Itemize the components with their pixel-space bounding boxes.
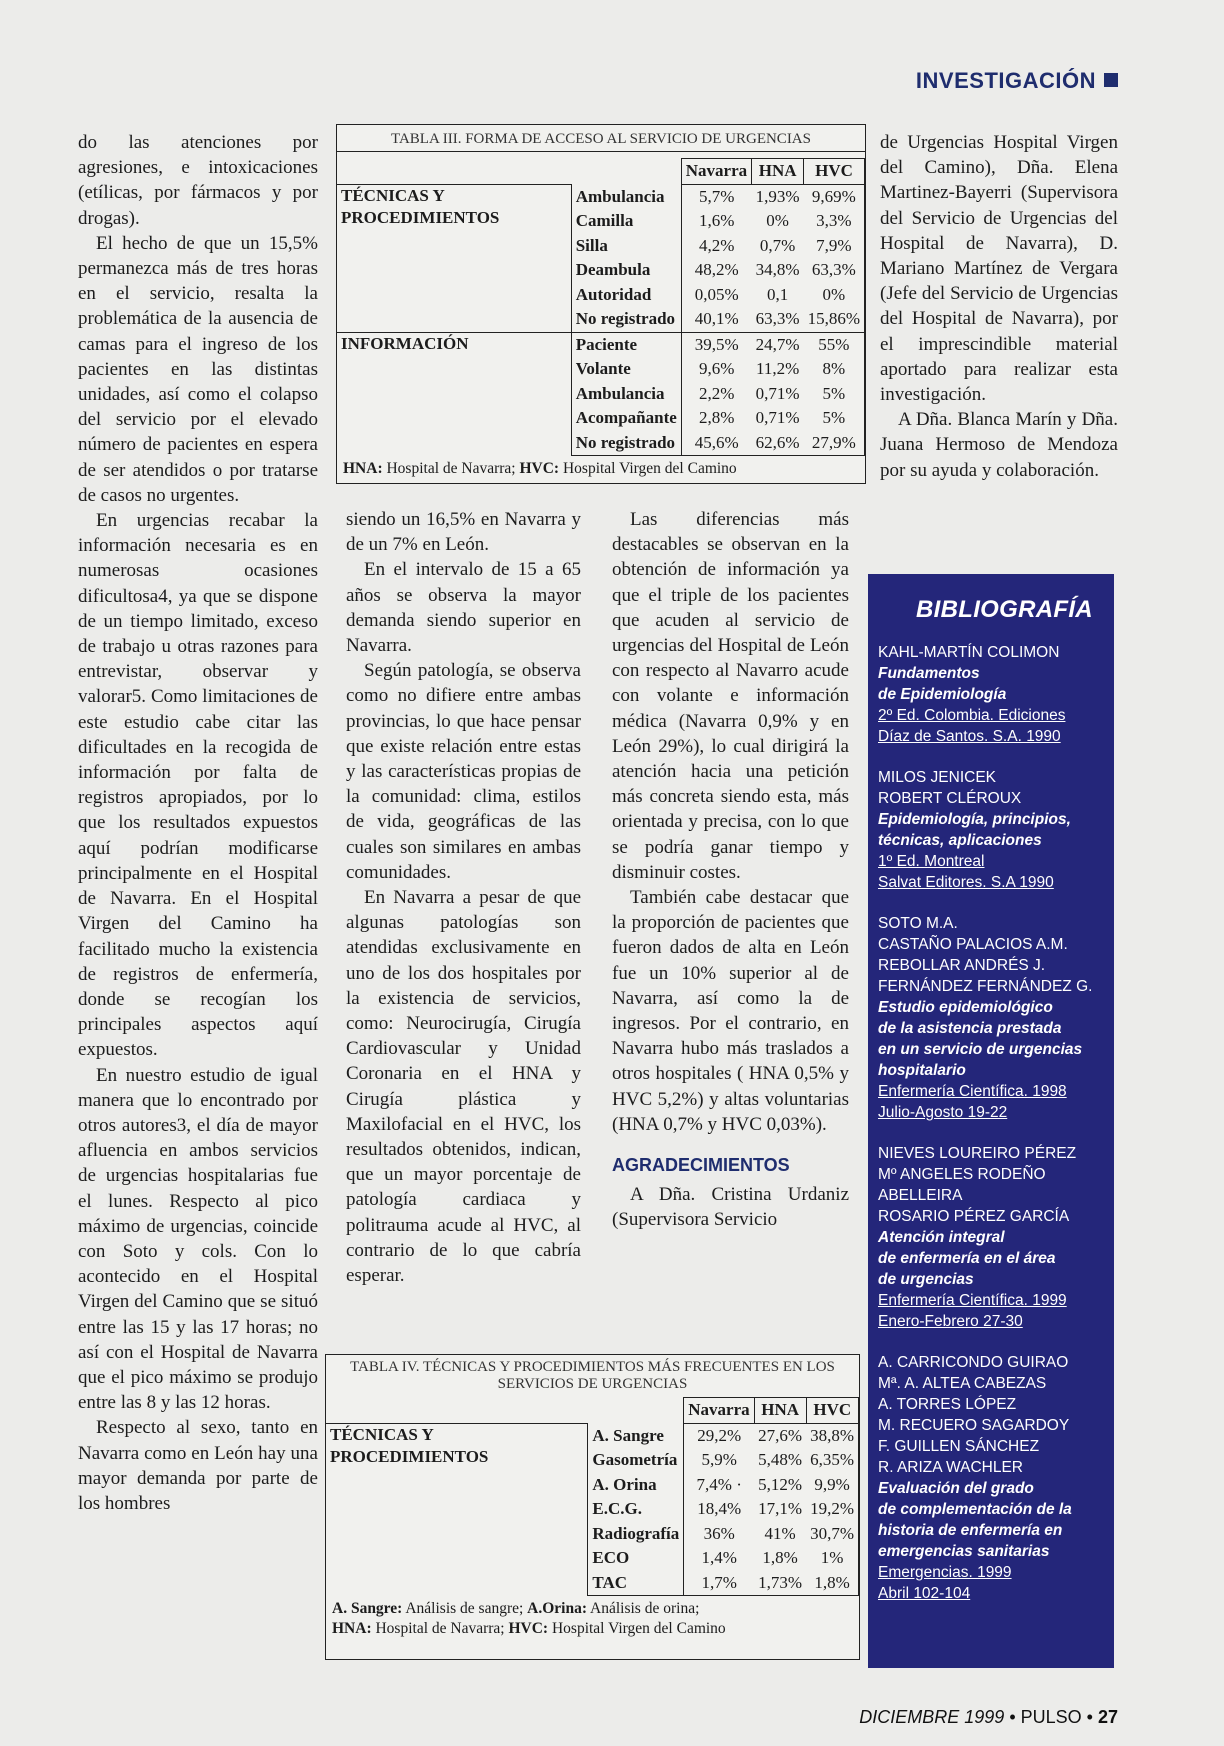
table-cell: 11,2% (755, 359, 800, 379)
table-cell: 1,7% (684, 1571, 754, 1596)
bibliography-source: Enfermería Científica. 1999 (878, 1292, 1067, 1309)
table-cell: 0,71% (755, 383, 800, 403)
bibliography-work-title: Evaluación del grado (878, 1480, 1034, 1497)
row-label: Ambulancia (571, 184, 681, 209)
table-cell: 1% (806, 1546, 858, 1571)
row-label: Ambulancia (571, 382, 681, 407)
table-cell: 48,2% (694, 260, 739, 280)
bibliography-entry (878, 1143, 1114, 1332)
row-group-label: TÉCNICAS Y PROCEDIMIENTOS (326, 1423, 588, 1596)
bibliography-source: Salvat Editores. S.A 1990 (878, 874, 1054, 891)
row-label: Radiografía (588, 1522, 684, 1547)
footnote-line (343, 459, 859, 479)
bibliography-author: Mº ANGELES RODEÑO ABELLEIRA (878, 1166, 1046, 1204)
bibliography-source: Enero-Febrero 27-30 (878, 1313, 1023, 1330)
text-column-4 (880, 130, 1118, 483)
column-header: HVC (806, 1398, 858, 1424)
bibliography-author: MILOS JENICEK (878, 769, 996, 786)
column-header: Navarra (684, 1398, 754, 1424)
table-iii-title: TABLA III. FORMA DE ACCESO AL SERVICIO DE URGENCIAS (337, 131, 865, 152)
table-iv-title: TABLA IV. TÉCNICAS Y PROCEDIMIENTOS MÁS FRECUENTES EN LOS SERVICIOS DE URGENCIAS (350, 1359, 835, 1392)
footnote-abbreviation: A. Sangre: (332, 1600, 403, 1617)
bibliography-author: F. GUILLEN SÁNCHEZ (878, 1438, 1040, 1455)
table-cell: 62,6% (752, 431, 804, 456)
row-label: No registrado (571, 307, 681, 332)
table-cell: 2,2% (699, 383, 735, 403)
footnote-definition: Hospital de Navarra; (382, 460, 520, 477)
column-header: Navarra (681, 159, 751, 185)
table-row (326, 1423, 859, 1448)
column-header: HNA (754, 1398, 806, 1424)
row-label: Autoridad (571, 283, 681, 308)
footnote-definition: Hospital de Navarra; (371, 1620, 509, 1637)
table-cell: 30,7% (806, 1522, 858, 1547)
table-iv-footnote (326, 1596, 859, 1642)
table-cell: 63,3% (804, 258, 865, 283)
table-cell: 36% (703, 1523, 735, 1543)
row-group-label: INFORMACIÓN (337, 332, 571, 456)
column-header: HNA (752, 159, 804, 185)
table-cell: 2,8% (699, 408, 735, 428)
bibliography-work-title: de la asistencia prestada (878, 1020, 1062, 1037)
bibliography-entry (878, 767, 1114, 893)
body-paragraph: Respecto al sexo, tanto en Navarra como en León hay una mayor demanda por parte de los hombres (78, 1417, 318, 1514)
footnote-abbreviation: HNA: (332, 1620, 372, 1637)
row-label: Paciente (571, 332, 681, 357)
row-label: Silla (571, 234, 681, 259)
table-row (337, 332, 865, 357)
bibliography-work-title: de Epidemiología (878, 686, 1007, 703)
magazine-name: PULSO (1020, 1707, 1082, 1727)
body-paragraph: Las diferencias más destacables se observan en la obtención de información ya que el triple de los pacientes que acuden al servicio de urgencias del Hospital de León con respecto al Navarro acude con volante e información médica (Navarra 0,9% y en León 29%), lo cual dirigirá la atención hacia una petición más concreta siendo esta, más orientada y precisa, con lo que se podría ganar tiempo y disminuir costes. (612, 509, 849, 883)
bibliography-author: ROBERT CLÉROUX (878, 790, 1022, 807)
header-spacer (337, 159, 571, 185)
bibliography-author: NIEVES LOUREIRO PÉREZ (878, 1145, 1077, 1162)
table-cell: 5,12% (758, 1474, 803, 1494)
table-cell: 5% (804, 382, 865, 407)
bibliography-source: Díaz de Santos. S.A. 1990 (878, 728, 1061, 745)
body-paragraph: En el intervalo de 15 a 65 años se observa la mayor demanda siendo superior en Navarra. (346, 559, 581, 657)
table-cell: 27,6% (758, 1425, 803, 1445)
row-label: Acompañante (571, 406, 681, 431)
bibliography-work-title: Epidemiología, principios, (878, 811, 1071, 828)
acknowledgements-paragraph: A Dña. Cristina Urdaniz (Supervisora Servicio (612, 1184, 849, 1231)
table-cell: 0,1 (766, 284, 789, 304)
table-cell: 39,5% (681, 332, 751, 357)
column-header: HVC (804, 159, 865, 185)
table-cell: 15,86% (804, 307, 865, 332)
page-number: 27 (1097, 1707, 1118, 1727)
table-cell: 9,6% (699, 359, 735, 379)
bibliography-work-title: hospitalario (878, 1062, 966, 1079)
bibliography-title: BIBLIOGRAFÍA (916, 596, 1093, 623)
table-cell: 45,6% (681, 431, 751, 456)
table-cell: 8% (804, 357, 865, 382)
bibliography-author: A. TORRES LÓPEZ (878, 1396, 1017, 1413)
bibliography-work-title: Fundamentos (878, 665, 980, 682)
footnote-definition: Hospital Virgen del Camino (548, 1620, 726, 1637)
table-cell: 41% (764, 1523, 796, 1543)
footnote-definition: Hospital Virgen del Camino (559, 460, 737, 477)
bibliography-work-title: de enfermería en el área (878, 1250, 1056, 1267)
table-cell: 63,3% (755, 309, 800, 329)
header-spacer (326, 1398, 588, 1424)
table-cell: 18,4% (697, 1499, 742, 1519)
text-column-2 (346, 507, 581, 1288)
table-cell: 0% (766, 211, 789, 231)
bibliography-panel (868, 574, 1114, 1668)
square-bullet-icon (1104, 73, 1118, 87)
table-cell: 38,8% (806, 1423, 858, 1448)
table-cell: 7,4% · (696, 1474, 742, 1494)
row-label: ECO (588, 1546, 684, 1571)
acknowledgements-heading: AGRADECIMIENTOS (612, 1155, 790, 1176)
bibliography-work-title: Atención integral (878, 1229, 1005, 1246)
row-label: No registrado (571, 431, 681, 456)
table-iii-footnote (337, 456, 865, 482)
table-cell: 0% (804, 283, 865, 308)
body-paragraph: También cabe destacar que la proporción de pacientes que fueron dados de alta en León fue un 10% superior al de Navarra, así como la de ingresos. Por el contrario, en Navarra hubo más traslados a otros hospitales ( HNA 0,5% y HVC 5,2%) y altas voluntarias (HNA 0,7% y HVC 0,03%). (612, 887, 849, 1135)
bibliography-author: FERNÁNDEZ FERNÁNDEZ G. (878, 978, 1093, 995)
table-cell: 27,9% (804, 431, 865, 456)
body-paragraph: do las atenciones por agresiones, e intoxicaciones (etílicas, por fármacos y por drogas). (78, 132, 318, 229)
table-cell: 1,93% (755, 186, 800, 206)
table-cell: 9,69% (804, 184, 865, 209)
row-label: TAC (588, 1571, 684, 1596)
bibliography-author: KAHL-MARTÍN COLIMON (878, 644, 1060, 661)
row-label: Gasometría (588, 1448, 684, 1473)
table-iii-grid (337, 158, 865, 456)
bibliography-source: Julio-Agosto 19-22 (878, 1104, 1008, 1121)
body-paragraph: siendo un 16,5% en Navarra y de un 7% en León. (346, 509, 581, 556)
body-paragraph: En Navarra a pesar de que algunas patologías son atendidas exclusivamente en uno de los dos hospitales por la existencia de servicios, como: Neurocirugía, Cirugía Cardiovascular y Unidad Coronaria en el HNA y Cirugía plástica y Maxilofacial en el HVC, los resultados obtenidos, indican, que un mayor porcentaje de patología cardiaca y politrauma acude al HVC, al contrario de lo que cabría esperar. (346, 887, 581, 1287)
bibliography-author: M. RECUERO SAGARDOY (878, 1417, 1070, 1434)
row-label: Camilla (571, 209, 681, 234)
bibliography-author: CASTAÑO PALACIOS A.M. (878, 936, 1068, 953)
bibliography-source: Enfermería Científica. 1998 (878, 1083, 1067, 1100)
footnote-definition: Análisis de orina; (587, 1600, 700, 1617)
table-cell: 17,1% (758, 1499, 803, 1519)
table-cell: 9,9% (806, 1473, 858, 1498)
footnote-line (332, 1599, 853, 1619)
table-cell: 5,9% (701, 1450, 737, 1470)
footnote-abbreviation: A.Orina: (527, 1600, 588, 1617)
table-cell: 7,9% (804, 234, 865, 259)
row-label: A. Sangre (588, 1423, 684, 1448)
row-label: A. Orina (588, 1473, 684, 1498)
table-cell: 0,71% (755, 408, 800, 428)
table-cell: 4,2% (699, 235, 735, 255)
bibliography-work-title: Estudio epidemiológico (878, 999, 1053, 1016)
bibliography-author: Mª. A. ALTEA CABEZAS (878, 1375, 1047, 1392)
bibliography-work-title: técnicas, aplicaciones (878, 832, 1042, 849)
bibliography-source: 1º Ed. Montreal (878, 853, 985, 870)
footnote-definition: Análisis de sangre; (402, 1600, 528, 1617)
table-cell: 0,05% (694, 284, 739, 304)
table-cell: 1,8% (762, 1548, 798, 1568)
table-cell: 55% (804, 332, 865, 357)
header-spacer (571, 159, 681, 185)
bibliography-author: A. CARRICONDO GUIRAO (878, 1354, 1069, 1371)
table-cell: 1,6% (699, 211, 735, 231)
body-paragraph: En nuestro estudio de igual manera que lo encontrado por otros autores3, el día de mayor afluencia en ambos servicios de urgencias hospitalarias fue el lunes. Respecto al pico máximo de urgencias, coincide con Soto y cols. Con lo acontecido en el Hospital Virgen del Camino que se situó entre las 15 y las 17 horas; no así con el Hospital de Navarra que el pico máximo se produjo entre las 8 y las 12 horas. (78, 1064, 318, 1414)
table-cell: 0,7% (759, 235, 796, 255)
footnote-abbreviation: HVC: (508, 1620, 549, 1637)
table-iii (336, 124, 866, 484)
text-column-3 (612, 507, 849, 1233)
section-label: INVESTIGACIÓN (916, 68, 1118, 94)
bibliography-author: ROSARIO PÉREZ GARCÍA (878, 1208, 1070, 1225)
row-label: E.C.G. (588, 1497, 684, 1522)
row-label: Volante (571, 357, 681, 382)
header-spacer (588, 1398, 684, 1424)
table-cell: 6,35% (806, 1448, 858, 1473)
footnote-abbreviation: HNA: (343, 460, 383, 477)
bibliography-source: Abril 102-104 (878, 1585, 971, 1602)
bibliography-work-title: de complementación de la (878, 1501, 1072, 1518)
bibliography-work-title: emergencias sanitarias (878, 1543, 1050, 1560)
row-group-label: TÉCNICAS Y PROCEDIMIENTOS (337, 184, 571, 332)
footnote-abbreviation: HVC: (519, 460, 560, 477)
bibliography-entry (878, 642, 1114, 747)
acknowledgements-paragraph: A Dña. Blanca Marín y Dña. Juana Hermoso de Mendoza por su ayuda y colaboración. (880, 409, 1118, 481)
text-column-1 (78, 130, 318, 1516)
body-paragraph: Según patología, se observa como no difiere entre ambas provincias, lo que hace pensar que existe relación entre estas y las características propias de la comunidad: clima, estilos de vida, geográficas de las cuales son similares en ambas comunidades. (346, 660, 581, 883)
table-cell: 1,4% (701, 1548, 737, 1568)
table-cell: 1,73% (754, 1571, 806, 1596)
table-iv (325, 1354, 860, 1660)
row-label: Deambula (571, 258, 681, 283)
table-cell: 24,7% (752, 332, 804, 357)
bibliography-source: 2º Ed. Colombia. Ediciones (878, 707, 1066, 724)
bibliography-author: R. ARIZA WACHLER (878, 1459, 1023, 1476)
bibliography-work-title: historia de enfermería en (878, 1522, 1063, 1539)
bibliography-work-title: de urgencias (878, 1271, 974, 1288)
table-cell: 40,1% (694, 309, 739, 329)
table-cell: 19,2% (806, 1497, 858, 1522)
body-paragraph: El hecho de que un 15,5% permanezca más de tres horas en el servicio, resalta la problemática de la ausencia de camas para el ingreso de los pacientes en las distintas unidades, así como el colapso del servicio por el elevado número de pacientes en espera de ser atendidos o por tratarse de casos no urgentes. (78, 232, 318, 506)
table-cell: 5,7% (699, 186, 735, 206)
bibliography-author: REBOLLAR ANDRÉS J. (878, 957, 1046, 974)
bibliography-entry (878, 913, 1114, 1123)
table-row (337, 184, 865, 209)
table-cell: 34,8% (755, 260, 800, 280)
body-paragraph: En urgencias recabar la información necesaria es en numerosas ocasiones dificultosa4, ya que se dispone de un tiempo limitado, exceso de trabajo u otras razones para entrevistar, observar y valorar5. Como limitaciones de este estudio cabe citar las dificultades en la recogida de información por falta de registros apropiados, por lo que los resultados expuestos aquí podrían modificarse principalmente en el Hospital de Navarra. En el Hospital Virgen del Camino ha facilitado mucho la existencia de registros de enfermería, donde se recogían los principales aspectos aquí expuestos. (78, 510, 318, 1061)
bibliography-work-title: en un servicio de urgencias (878, 1041, 1083, 1058)
table-iv-grid (326, 1397, 859, 1596)
table-cell: 29,2% (697, 1425, 742, 1445)
page-footer: DICIEMBRE 1999 • PULSO • 27 (859, 1707, 1118, 1727)
acknowledgements-continuation: de Urgencias Hospital Virgen del Camino), Dña. Elena Martinez-Bayerri (Supervisora del Servicio de Urgencias del Hospital de Navarra), D. Mariano Martínez de Vergara (Jefe del Servicio de Urgencias del Hospital de Navarra), por el imprescindible material aportado para realizar esta investigación. (880, 132, 1118, 406)
bibliography-entry (878, 1352, 1114, 1604)
table-cell: 5,48% (758, 1450, 803, 1470)
table-cell: 3,3% (804, 209, 865, 234)
table-cell: 1,8% (806, 1571, 858, 1596)
bibliography-author: SOTO M.A. (878, 915, 958, 932)
footnote-line (332, 1619, 853, 1639)
issue-date: DICIEMBRE 1999 (859, 1707, 1005, 1727)
table-cell: 5% (804, 406, 865, 431)
bibliography-source: Emergencias. 1999 (878, 1564, 1012, 1581)
